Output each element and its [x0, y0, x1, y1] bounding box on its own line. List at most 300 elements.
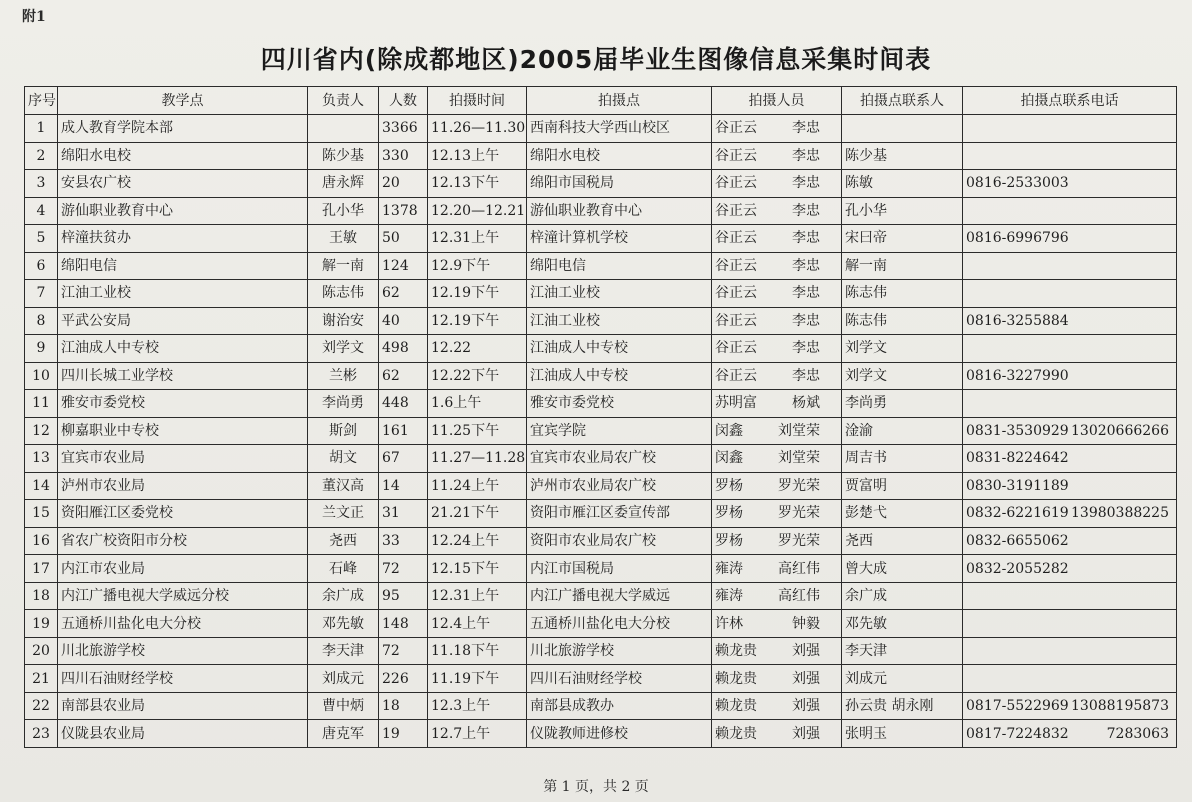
table-row	[25, 472, 1177, 500]
shooters-cell	[712, 197, 842, 225]
site-contact: 解一南	[842, 252, 963, 280]
row-number: 7	[25, 280, 58, 308]
shooters-cell	[712, 115, 842, 143]
shooter-name: 李忠	[792, 202, 820, 219]
shoot-location: 川北旅游学校	[527, 637, 712, 665]
teaching-site: 安县农广校	[58, 170, 308, 198]
header-cell-phone: 拍摄点联系电话	[963, 87, 1177, 115]
header-cell-no: 序号	[25, 87, 58, 115]
phone-number: 13980388225	[1071, 505, 1169, 522]
shoot-location: 宜宾市农业局农广校	[527, 445, 712, 473]
header-row	[25, 87, 1177, 115]
contact-phone-cell	[963, 142, 1177, 170]
site-contact: 邓先敏	[842, 610, 963, 638]
table-row	[25, 720, 1177, 748]
table-row	[25, 197, 1177, 225]
table-row	[25, 390, 1177, 418]
page-number: 第 1 页，共 2 页	[543, 779, 649, 795]
shooter-name: 赖龙贵	[715, 643, 757, 660]
site-contact: 孙云贵 胡永刚	[842, 692, 963, 720]
shoot-location: 江油成人中专校	[527, 335, 712, 363]
shooters-cell	[712, 390, 842, 418]
contact-phone-cell	[963, 610, 1177, 638]
shooter-name: 李忠	[792, 285, 820, 302]
shooter-name: 谷正云	[715, 257, 757, 274]
teaching-site: 雅安市委党校	[58, 390, 308, 418]
contact-phone-cell	[963, 692, 1177, 720]
student-count: 448	[379, 390, 428, 418]
teaching-site: 游仙职业教育中心	[58, 197, 308, 225]
contact-phone-cell	[963, 500, 1177, 528]
shooter-name: 谷正云	[715, 285, 757, 302]
responsible-person	[308, 115, 379, 143]
shoot-time: 12.24上午	[428, 527, 527, 555]
teaching-site: 南部县农业局	[58, 692, 308, 720]
responsible-person: 唐永辉	[308, 170, 379, 198]
shooters-cell	[712, 417, 842, 445]
shooter-name: 罗杨	[715, 532, 743, 549]
student-count: 33	[379, 527, 428, 555]
phone-number: 0831-8224642	[966, 450, 1069, 467]
responsible-person: 邓先敏	[308, 610, 379, 638]
shooter-name: 李忠	[792, 230, 820, 247]
shooters-cell	[712, 665, 842, 693]
contact-phone-cell	[963, 445, 1177, 473]
student-count: 72	[379, 637, 428, 665]
shooter-name: 刘强	[792, 643, 820, 660]
phone-number: 0816-3255884	[966, 312, 1069, 329]
contact-phone-cell	[963, 225, 1177, 253]
shooter-name: 谷正云	[715, 367, 757, 384]
schedule-table	[24, 86, 1177, 748]
shooters-cell	[712, 527, 842, 555]
phone-number: 0832-6655062	[966, 532, 1069, 549]
shoot-time: 12.19下午	[428, 280, 527, 308]
site-contact: 陈敏	[842, 170, 963, 198]
teaching-site: 内江市农业局	[58, 555, 308, 583]
header-cell-location: 拍摄点	[527, 87, 712, 115]
site-contact: 曾大成	[842, 555, 963, 583]
table-row	[25, 225, 1177, 253]
row-number: 16	[25, 527, 58, 555]
shoot-location: 游仙职业教育中心	[527, 197, 712, 225]
contact-phone-cell	[963, 417, 1177, 445]
shooter-name: 谷正云	[715, 202, 757, 219]
shoot-time: 11.26—11.30	[428, 115, 527, 143]
contact-phone-cell	[963, 390, 1177, 418]
shooters-cell	[712, 335, 842, 363]
shooter-name: 李忠	[792, 175, 820, 192]
shooter-name: 李忠	[792, 367, 820, 384]
student-count: 226	[379, 665, 428, 693]
shooter-name: 李忠	[792, 257, 820, 274]
shooters-cell	[712, 280, 842, 308]
student-count: 148	[379, 610, 428, 638]
table-row	[25, 307, 1177, 335]
table-row	[25, 555, 1177, 583]
site-contact: 陈志伟	[842, 307, 963, 335]
student-count: 62	[379, 362, 428, 390]
header-cell-count: 人数	[379, 87, 428, 115]
shooters-cell	[712, 170, 842, 198]
shooter-name: 刘强	[792, 698, 820, 715]
contact-phone-cell	[963, 252, 1177, 280]
site-contact: 刘学文	[842, 362, 963, 390]
table-row	[25, 637, 1177, 665]
student-count: 20	[379, 170, 428, 198]
shoot-location: 资阳市雁江区委宣传部	[527, 500, 712, 528]
table-row	[25, 527, 1177, 555]
site-contact: 余广成	[842, 582, 963, 610]
site-contact: 刘成元	[842, 665, 963, 693]
teaching-site: 五通桥川盐化电大分校	[58, 610, 308, 638]
shoot-location: 江油工业校	[527, 280, 712, 308]
shoot-time: 12.31上午	[428, 225, 527, 253]
contact-phone-cell	[963, 170, 1177, 198]
site-contact: 尧西	[842, 527, 963, 555]
shooter-name: 高红伟	[778, 560, 820, 577]
table-row	[25, 280, 1177, 308]
contact-phone-cell	[963, 362, 1177, 390]
shooters-cell	[712, 555, 842, 583]
table-row	[25, 445, 1177, 473]
row-number: 11	[25, 390, 58, 418]
shooter-name: 刘堂荣	[778, 450, 820, 467]
shooter-name: 李忠	[792, 147, 820, 164]
site-contact	[842, 115, 963, 143]
shooters-cell	[712, 692, 842, 720]
shooter-name: 罗光荣	[778, 505, 820, 522]
shooter-name: 罗杨	[715, 477, 743, 494]
responsible-person: 兰彬	[308, 362, 379, 390]
table-row	[25, 252, 1177, 280]
site-contact: 周吉书	[842, 445, 963, 473]
teaching-site: 江油成人中专校	[58, 335, 308, 363]
shooter-name: 雍涛	[715, 560, 743, 577]
student-count: 50	[379, 225, 428, 253]
shooters-cell	[712, 610, 842, 638]
responsible-person: 余广成	[308, 582, 379, 610]
responsible-person: 唐克军	[308, 720, 379, 748]
contact-phone-cell	[963, 307, 1177, 335]
shoot-time: 12.31上午	[428, 582, 527, 610]
shooter-name: 谷正云	[715, 312, 757, 329]
shoot-time: 12.3上午	[428, 692, 527, 720]
shooters-cell	[712, 472, 842, 500]
teaching-site: 省农广校资阳市分校	[58, 527, 308, 555]
responsible-person: 尧西	[308, 527, 379, 555]
shooters-cell	[712, 252, 842, 280]
phone-number: 13020666266	[1071, 422, 1169, 439]
shoot-time: 12.22	[428, 335, 527, 363]
shooter-name: 谷正云	[715, 230, 757, 247]
shooter-name: 刘堂荣	[778, 422, 820, 439]
shoot-location: 内江市国税局	[527, 555, 712, 583]
shoot-location: 江油工业校	[527, 307, 712, 335]
row-number: 22	[25, 692, 58, 720]
shooter-name: 钟毅	[792, 615, 820, 632]
contact-phone-cell	[963, 335, 1177, 363]
header-cell-site: 教学点	[58, 87, 308, 115]
responsible-person: 曹中炳	[308, 692, 379, 720]
table-row	[25, 692, 1177, 720]
row-number: 23	[25, 720, 58, 748]
responsible-person: 李尚勇	[308, 390, 379, 418]
shooters-cell	[712, 225, 842, 253]
student-count: 67	[379, 445, 428, 473]
shoot-time: 11.24上午	[428, 472, 527, 500]
shooters-cell	[712, 307, 842, 335]
site-contact: 彭楚弋	[842, 500, 963, 528]
shooters-cell	[712, 582, 842, 610]
row-number: 13	[25, 445, 58, 473]
shooter-name: 李忠	[792, 340, 820, 357]
responsible-person: 石峰	[308, 555, 379, 583]
shoot-time: 11.18下午	[428, 637, 527, 665]
teaching-site: 四川长城工业学校	[58, 362, 308, 390]
site-contact: 陈志伟	[842, 280, 963, 308]
table-row	[25, 500, 1177, 528]
phone-number: 13088195873	[1071, 698, 1169, 715]
student-count: 14	[379, 472, 428, 500]
table-row	[25, 142, 1177, 170]
contact-phone-cell	[963, 637, 1177, 665]
contact-phone-cell	[963, 115, 1177, 143]
student-count: 1378	[379, 197, 428, 225]
contact-phone-cell	[963, 280, 1177, 308]
responsible-person: 刘学文	[308, 335, 379, 363]
shoot-time: 12.20—12.21	[428, 197, 527, 225]
header-cell-responsible: 负责人	[308, 87, 379, 115]
shoot-location: 内江广播电视大学威远	[527, 582, 712, 610]
shoot-time: 12.15下午	[428, 555, 527, 583]
student-count: 124	[379, 252, 428, 280]
site-contact: 孔小华	[842, 197, 963, 225]
teaching-site: 江油工业校	[58, 280, 308, 308]
shoot-location: 绵阳市国税局	[527, 170, 712, 198]
phone-number: 0816-2533003	[966, 175, 1069, 192]
responsible-person: 解一南	[308, 252, 379, 280]
contact-phone-cell	[963, 197, 1177, 225]
responsible-person: 陈少基	[308, 142, 379, 170]
row-number: 5	[25, 225, 58, 253]
student-count: 95	[379, 582, 428, 610]
shooter-name: 刘强	[792, 670, 820, 687]
shoot-location: 仪陇教师进修校	[527, 720, 712, 748]
shoot-time: 12.19下午	[428, 307, 527, 335]
shoot-location: 泸州市农业局农广校	[527, 472, 712, 500]
row-number: 15	[25, 500, 58, 528]
responsible-person: 王敏	[308, 225, 379, 253]
table-row	[25, 610, 1177, 638]
shoot-location: 梓潼计算机学校	[527, 225, 712, 253]
shoot-time: 12.13上午	[428, 142, 527, 170]
row-number: 6	[25, 252, 58, 280]
shoot-time: 12.22下午	[428, 362, 527, 390]
shooter-name: 李忠	[792, 312, 820, 329]
teaching-site: 柳嘉职业中专校	[58, 417, 308, 445]
responsible-person: 李天津	[308, 637, 379, 665]
shooters-cell	[712, 720, 842, 748]
shoot-time: 12.7上午	[428, 720, 527, 748]
shooter-name: 李忠	[792, 120, 820, 137]
site-contact: 李尚勇	[842, 390, 963, 418]
responsible-person: 董汉高	[308, 472, 379, 500]
responsible-person: 斯剑	[308, 417, 379, 445]
teaching-site: 内江广播电视大学威远分校	[58, 582, 308, 610]
shooter-name: 罗杨	[715, 505, 743, 522]
table-row	[25, 582, 1177, 610]
header-cell-shooters: 拍摄人员	[712, 87, 842, 115]
student-count: 18	[379, 692, 428, 720]
row-number: 9	[25, 335, 58, 363]
table-row	[25, 417, 1177, 445]
responsible-person: 刘成元	[308, 665, 379, 693]
student-count: 498	[379, 335, 428, 363]
table-row	[25, 335, 1177, 363]
row-number: 19	[25, 610, 58, 638]
responsible-person: 兰文正	[308, 500, 379, 528]
shooter-name: 赖龙贵	[715, 670, 757, 687]
shooter-name: 谷正云	[715, 147, 757, 164]
page-title: 四川省内(除成都地区)2005届毕业生图像信息采集时间表	[260, 45, 932, 74]
shoot-time: 11.27—11.28	[428, 445, 527, 473]
row-number: 12	[25, 417, 58, 445]
contact-phone-cell	[963, 555, 1177, 583]
row-number: 8	[25, 307, 58, 335]
shoot-location: 五通桥川盐化电大分校	[527, 610, 712, 638]
teaching-site: 绵阳水电校	[58, 142, 308, 170]
phone-number: 0832-2055282	[966, 560, 1069, 577]
shoot-time: 12.9下午	[428, 252, 527, 280]
shooter-name: 雍涛	[715, 588, 743, 605]
table-row	[25, 665, 1177, 693]
row-number: 21	[25, 665, 58, 693]
shoot-location: 西南科技大学西山校区	[527, 115, 712, 143]
table-row	[25, 362, 1177, 390]
phone-number: 7283063	[1106, 725, 1169, 742]
schedule-body	[25, 115, 1177, 748]
table-row	[25, 115, 1177, 143]
contact-phone-cell	[963, 582, 1177, 610]
shooter-name: 谷正云	[715, 120, 757, 137]
teaching-site: 资阳雁江区委党校	[58, 500, 308, 528]
student-count: 3366	[379, 115, 428, 143]
responsible-person: 胡文	[308, 445, 379, 473]
shooter-name: 闵鑫	[715, 422, 743, 439]
shooter-name: 谷正云	[715, 175, 757, 192]
teaching-site: 川北旅游学校	[58, 637, 308, 665]
header-cell-contact: 拍摄点联系人	[842, 87, 963, 115]
shoot-time: 12.13下午	[428, 170, 527, 198]
row-number: 1	[25, 115, 58, 143]
shooter-name: 谷正云	[715, 340, 757, 357]
phone-number: 0831-3530929	[966, 422, 1069, 439]
phone-number: 0816-3227990	[966, 367, 1069, 384]
shoot-time: 12.4上午	[428, 610, 527, 638]
shoot-time: 1.6上午	[428, 390, 527, 418]
shoot-location: 宜宾学院	[527, 417, 712, 445]
shoot-location: 资阳市农业局农广校	[527, 527, 712, 555]
shooters-cell	[712, 500, 842, 528]
student-count: 72	[379, 555, 428, 583]
responsible-person: 孔小华	[308, 197, 379, 225]
shoot-time: 11.25下午	[428, 417, 527, 445]
student-count: 19	[379, 720, 428, 748]
teaching-site: 绵阳电信	[58, 252, 308, 280]
site-contact: 宋曰帝	[842, 225, 963, 253]
row-number: 14	[25, 472, 58, 500]
shoot-location: 南部县成教办	[527, 692, 712, 720]
shooters-cell	[712, 445, 842, 473]
student-count: 330	[379, 142, 428, 170]
row-number: 17	[25, 555, 58, 583]
shooter-name: 闵鑫	[715, 450, 743, 467]
shooter-name: 苏明富	[715, 395, 757, 412]
site-contact: 李天津	[842, 637, 963, 665]
shoot-location: 雅安市委党校	[527, 390, 712, 418]
shoot-location: 江油成人中专校	[527, 362, 712, 390]
contact-phone-cell	[963, 472, 1177, 500]
shooter-name: 高红伟	[778, 588, 820, 605]
contact-phone-cell	[963, 665, 1177, 693]
responsible-person: 谢治安	[308, 307, 379, 335]
row-number: 2	[25, 142, 58, 170]
student-count: 161	[379, 417, 428, 445]
shooter-name: 刘强	[792, 725, 820, 742]
shoot-time: 21.21下午	[428, 500, 527, 528]
teaching-site: 平武公安局	[58, 307, 308, 335]
shoot-location: 四川石油财经学校	[527, 665, 712, 693]
teaching-site: 仪陇县农业局	[58, 720, 308, 748]
shooters-cell	[712, 362, 842, 390]
student-count: 40	[379, 307, 428, 335]
shoot-location: 绵阳电信	[527, 252, 712, 280]
annex-label: 附1	[22, 9, 46, 25]
header-cell-time: 拍摄时间	[428, 87, 527, 115]
row-number: 3	[25, 170, 58, 198]
row-number: 4	[25, 197, 58, 225]
teaching-site: 泸州市农业局	[58, 472, 308, 500]
shooter-name: 赖龙贵	[715, 725, 757, 742]
shooter-name: 赖龙贵	[715, 698, 757, 715]
shooter-name: 许林	[715, 615, 743, 632]
row-number: 20	[25, 637, 58, 665]
phone-number: 0817-7224832	[966, 725, 1069, 742]
student-count: 62	[379, 280, 428, 308]
phone-number: 0830-3191189	[966, 477, 1069, 494]
shooter-name: 罗光荣	[778, 477, 820, 494]
row-number: 10	[25, 362, 58, 390]
site-contact: 张明玉	[842, 720, 963, 748]
contact-phone-cell	[963, 527, 1177, 555]
teaching-site: 梓潼扶贫办	[58, 225, 308, 253]
teaching-site: 四川石油财经学校	[58, 665, 308, 693]
shooters-cell	[712, 637, 842, 665]
site-contact: 贾富明	[842, 472, 963, 500]
phone-number: 0832-6221619	[966, 505, 1069, 522]
phone-number: 0817-5522969	[966, 698, 1069, 715]
site-contact: 刘学文	[842, 335, 963, 363]
site-contact: 淦渝	[842, 417, 963, 445]
table-row	[25, 170, 1177, 198]
phone-number: 0816-6996796	[966, 230, 1069, 247]
teaching-site: 成人教育学院本部	[58, 115, 308, 143]
row-number: 18	[25, 582, 58, 610]
contact-phone-cell	[963, 720, 1177, 748]
shooter-name: 杨斌	[792, 395, 820, 412]
shoot-time: 11.19下午	[428, 665, 527, 693]
